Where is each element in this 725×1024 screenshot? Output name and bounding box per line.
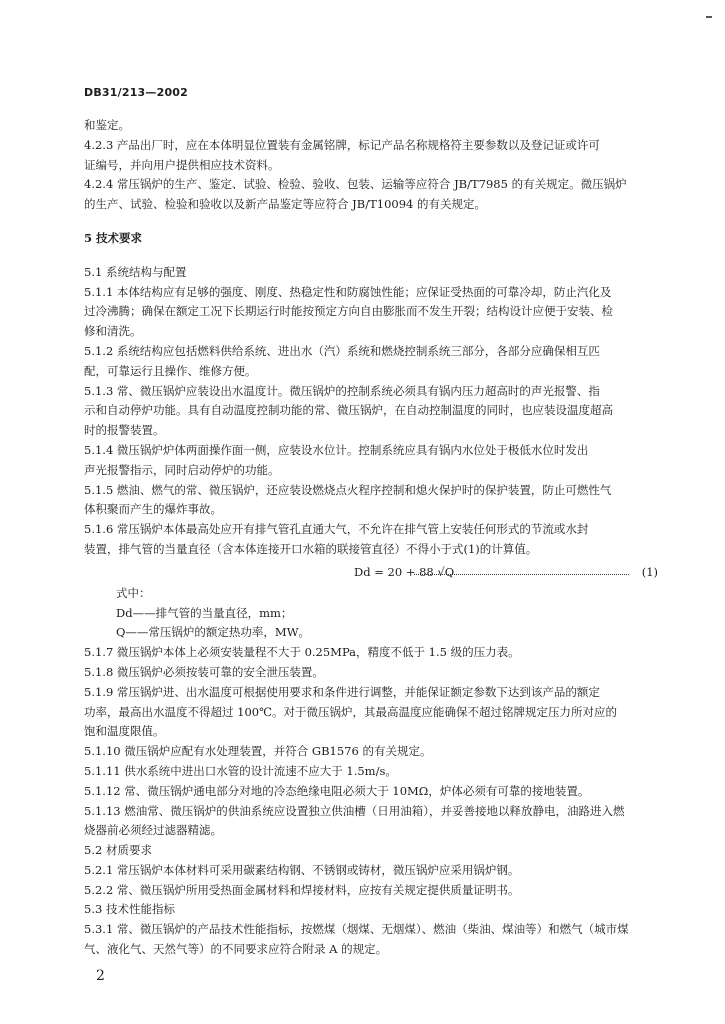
chapter-heading: 5 技术要求 [84, 230, 143, 245]
text-line: 声光报警指示，同时启动停炉的功能。 [84, 462, 280, 477]
section-heading: 5.2 材质要求 [84, 843, 152, 858]
text-line: 5.1.1 本体结构应有足够的强度、刚度、热稳定性和防腐蚀性能；应保证受热面的可靠冷却，防止汽化及 [84, 284, 612, 299]
text-line: 气、液化气、天然气等）的不同要求应符合附录 A 的规定。 [84, 942, 388, 957]
text-line: 5.1.12 常、微压锅炉通电部分对地的冷态绝缘电阻必须大于 10MΩ，炉体必须有可靠的接地装置。 [84, 783, 590, 798]
text-line: 饱和温度限值。 [84, 724, 165, 739]
text-line: 5.1.8 微压锅炉必须按装可靠的安全泄压装置。 [84, 664, 324, 679]
document-body [84, 116, 660, 960]
text-line: 5.1.5 燃油、燃气的常、微压锅炉，还应装设燃烧点火程序控制和熄火保护时的保护装置，防止可燃性气 [84, 482, 612, 497]
text-line: 5.1.10 微压锅炉应配有水处理装置，并符合 GB1576 的有关规定。 [84, 744, 432, 759]
text-line: 5.1.3 常、微压锅炉应装设出水温度计。微压锅炉的控制系统必须具有锅内压力超高时的声光报警、指 [84, 383, 600, 398]
text-line: 装置，排气管的当量直径（含本体连接开口水箱的联接管直径）不得小于式(1)的计算值。 [84, 541, 538, 556]
section-heading: 5.1 系统结构与配置 [84, 264, 187, 279]
text-line: 5.1.9 常压锅炉进、出水温度可根据使用要求和条件进行调整，并能保证额定参数下达到该产品的额定 [84, 684, 600, 699]
text-line: 配，可靠运行且操作、维修方便。 [84, 363, 257, 378]
text-line: 5.1.6 常压锅炉本体最高处应开有排气管孔直通大气，不允许在排气管上安装任何形式的节流或水封 [84, 522, 589, 537]
text-line: 和鉴定。 [84, 118, 130, 132]
text-line: 烧器前必须经过滤器精滤。 [84, 823, 222, 838]
text-line: 时的报警装置。 [84, 423, 165, 438]
formula-legend [84, 584, 660, 643]
text-line: 5.1.2 系统结构应包括燃料供给系统、进出水（汽）系统和燃烧控制系统三部分，各部分应确保相互匹 [84, 343, 600, 358]
text-line: 修和清洗。 [84, 324, 142, 339]
text-line: 5.2.1 常压锅炉本体材料可采用碳素结构钢、不锈钢或铸材，微压锅炉应采用锅炉钢。 [84, 862, 520, 877]
legend-item: Dd——排气管的当量直径，mm； [116, 605, 293, 620]
formula-number: (1) [641, 564, 658, 579]
text-line: 5.1.11 供水系统中进出口水管的设计流速不应大于 1.5m/s。 [84, 763, 397, 778]
text-line: 4.2.3 产品出厂时，应在本体明显位置装有金属铭牌，标记产品名称规格符主要参数以及登记证或许可 [84, 137, 600, 152]
text-line: 5.2.2 常、微压锅炉所用受热面金属材料和焊接材料，应按有关规定提供质量证明书。 [84, 882, 520, 897]
text-line: 4.2.4 常压锅炉的生产、鉴定、试验、检验、验收、包装、运输等应符合 JB/T7985 的有关规定。微压锅炉 [84, 177, 627, 192]
formula-expression: Dd = 20 + 88 √Q [354, 564, 455, 579]
section-heading: 5.3 技术性能指标 [84, 902, 175, 917]
text-line: 5.1.13 燃油常、微压锅炉的供油系统应设置独立供油槽（日用油箱），并妥善接地以释放静电，油路进入燃 [84, 803, 625, 818]
legend-title: 式中： [116, 585, 151, 600]
leader-dots [414, 574, 629, 575]
text-line: 5.1.4 微压锅炉炉体两面操作面一侧，应装设水位计。控制系统应具有锅内水位处于极低水位时发出 [84, 442, 589, 457]
text-line: 的生产、试验、检验和验收以及新产品鉴定等应符合 JB/T10094 的有关规定。 [84, 197, 486, 212]
text-line: 过冷沸腾；确保在额定工况下长期运行时能按预定方向自由膨胀而不发生开裂；结构设计应便于安装、检 [84, 304, 613, 319]
page-number: 2 [96, 968, 105, 984]
standard-code: DB31/213—2002 [84, 86, 189, 99]
text-line: 示和自动停炉功能。具有自动温度控制功能的常、微压锅炉，在自动控制温度的同时，也应装设温度超高 [84, 403, 613, 418]
text-line: 5.3.1 常、微压锅炉的产品技术性能指标，按燃煤（烟煤、无烟煤）、燃油（柴油、煤油等）和燃气（城市煤 [84, 922, 629, 937]
text-line: 功率，最高出水温度不得超过 100℃。对于微压锅炉，其最高温度应能确保不超过铭牌规定压力所对应的 [84, 704, 617, 719]
formula-row [84, 560, 660, 584]
text-line: 证编号，并向用户提供相应技术资料。 [84, 157, 280, 172]
text-line: 体积聚而产生的爆炸事故。 [84, 502, 222, 517]
text-line: 5.1.7 微压锅炉本体上必须安装量程不大于 0.25MPa，精度不低于 1.5 级的压力表。 [84, 645, 520, 660]
scan-mark [706, 16, 712, 18]
legend-item: Q——常压锅炉的额定热功率，MW。 [116, 625, 311, 640]
